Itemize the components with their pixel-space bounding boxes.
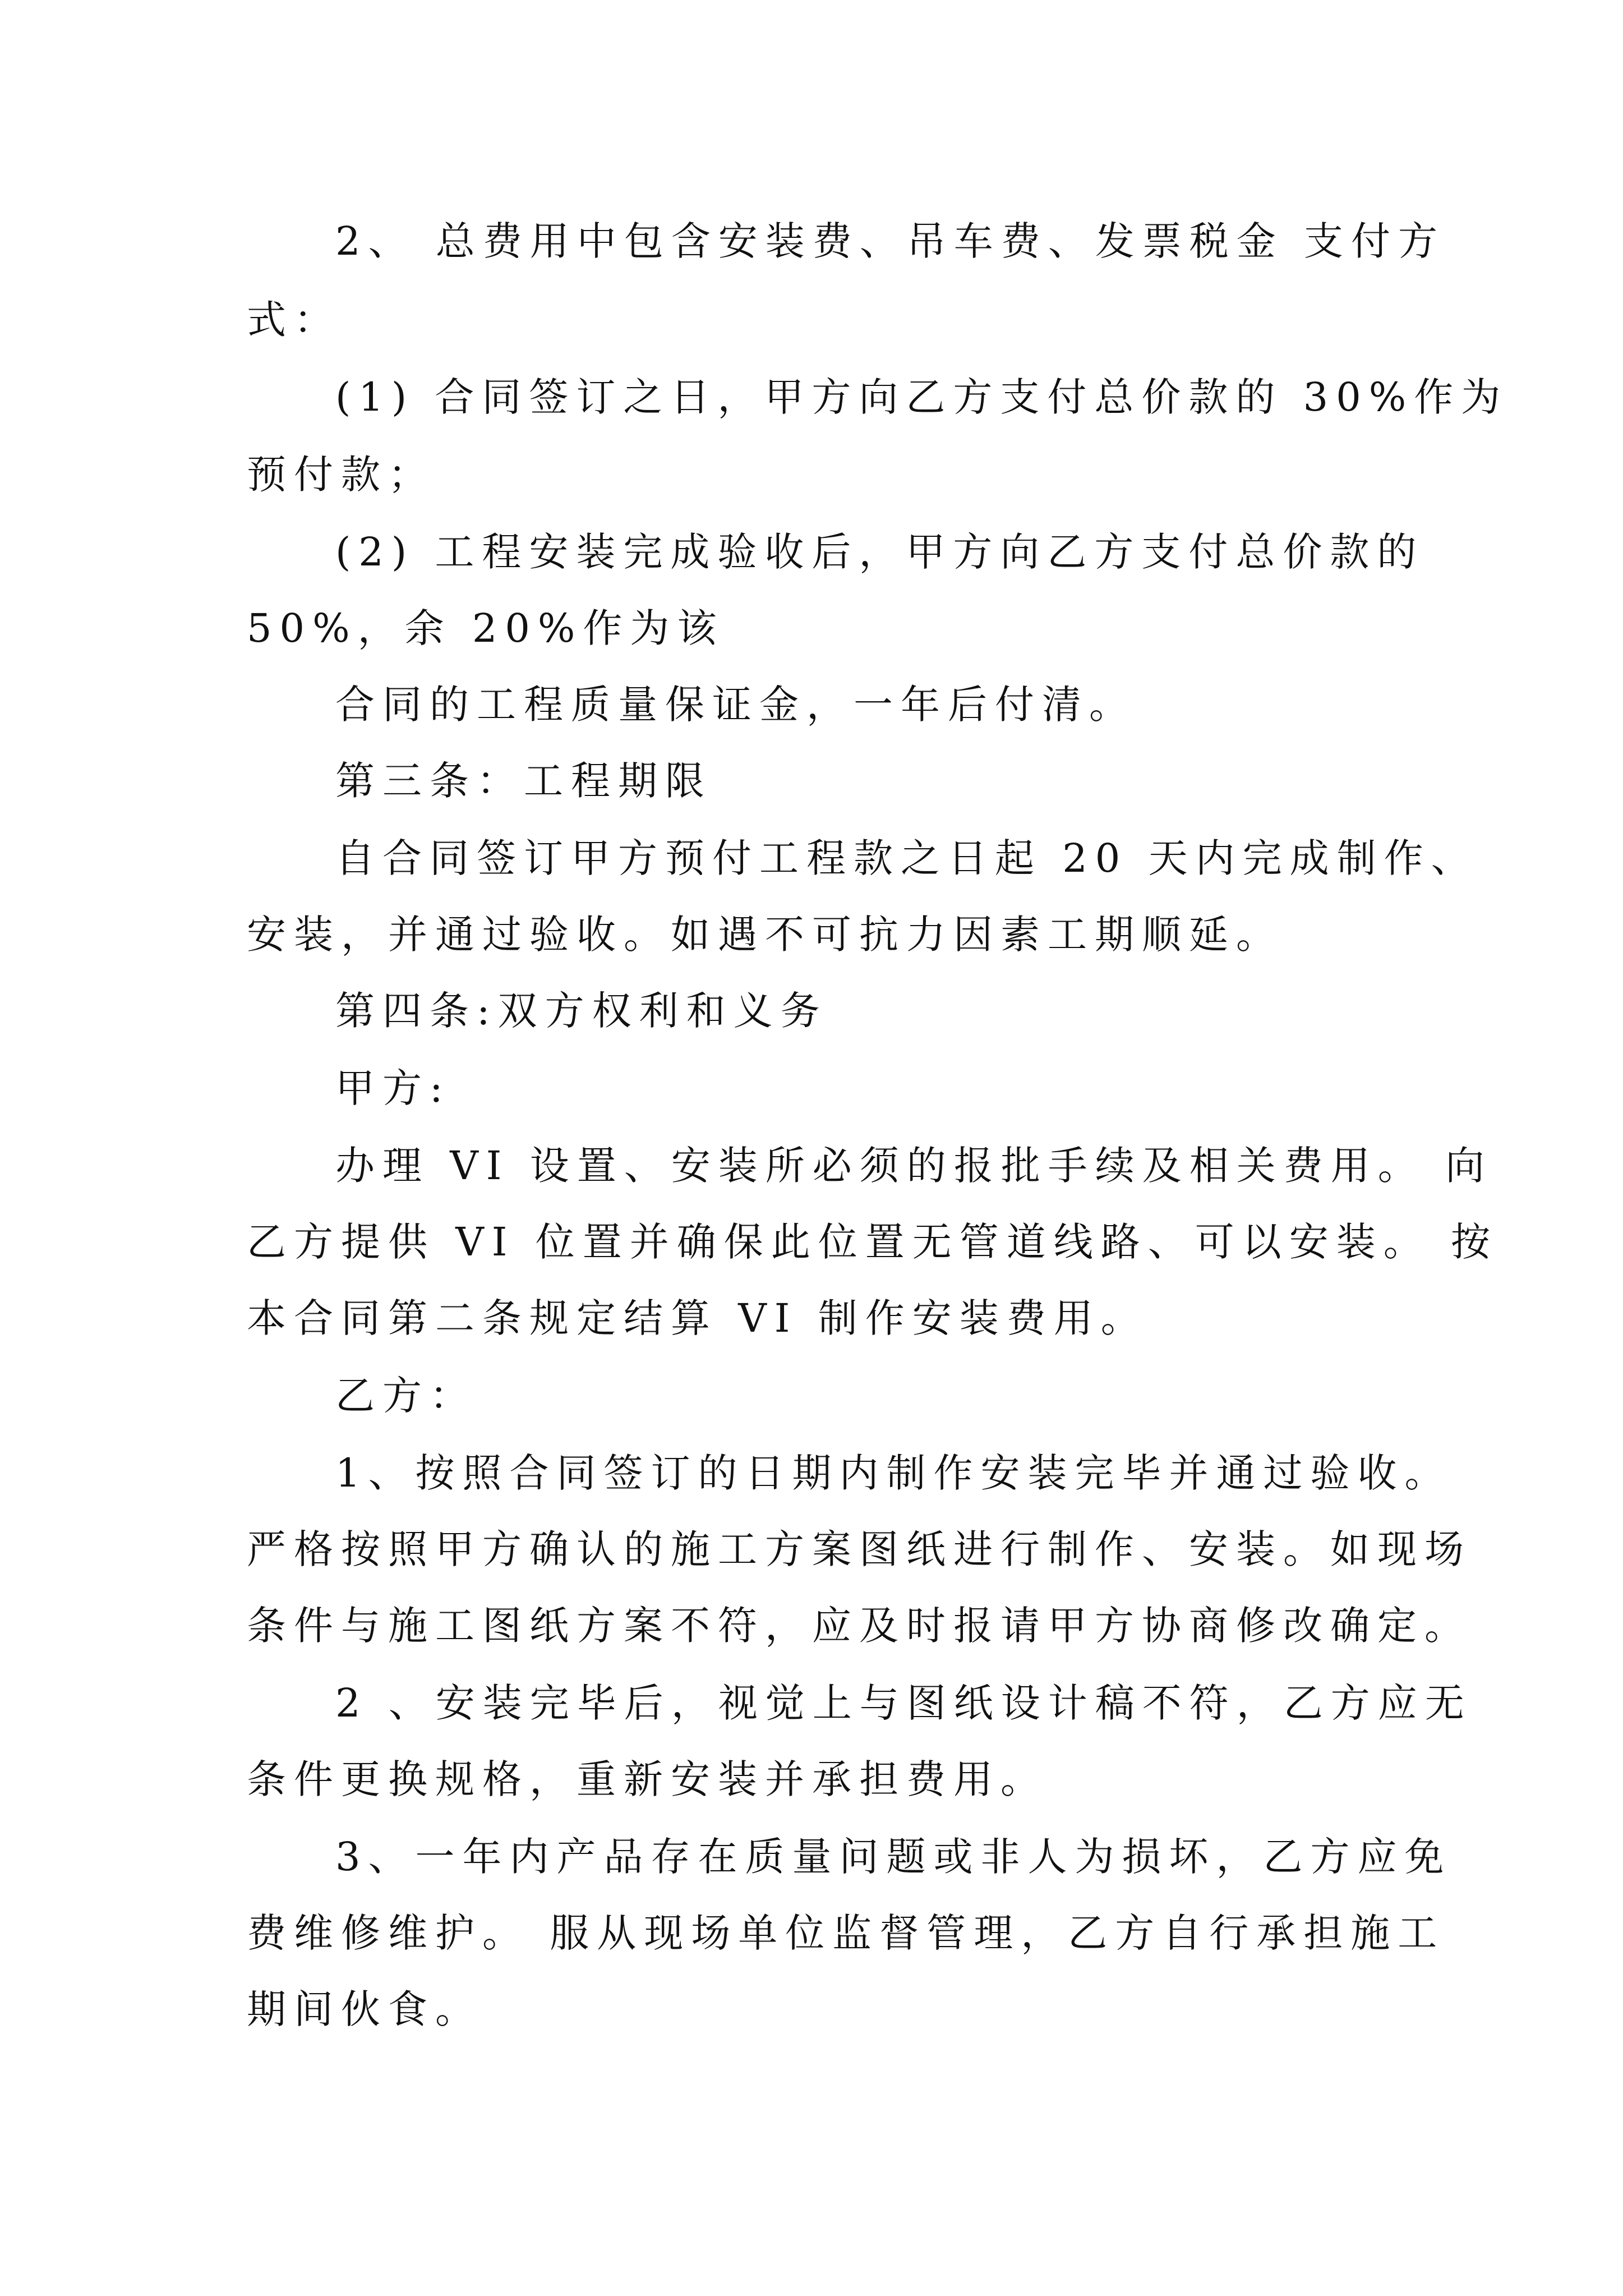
party-a-duties-line-3: 本合同第二条规定结算 VI 制作安装费用。 <box>247 1295 1148 1341</box>
party-b-duty-1-line-2: 严格按照甲方确认的施工方案图纸进行制作、安装。如现场 <box>247 1526 1472 1572</box>
party-a-heading: 甲方: <box>335 1065 451 1111</box>
article-three-heading: 第三条：工程期限 <box>335 758 712 804</box>
schedule-line-1: 自合同签订甲方预付工程款之日起 20 天内完成制作、 <box>335 835 1478 881</box>
prepayment-line-1: (1) 合同签订之日，甲方向乙方支付总价款的 30%作为 <box>335 374 1509 420</box>
party-b-duty-1-line-3: 条件与施工图纸方案不符，应及时报请甲方协商修改确定。 <box>247 1603 1472 1649</box>
party-b-duty-3-line-3: 期间伙食。 <box>247 1986 482 2032</box>
party-a-duties-line-1: 办理 VI 设置、安装所必须的报批手续及相关费用。 向 <box>335 1143 1492 1189</box>
payment-terms-line-1: 2、 总费用中包含安装费、吊车费、发票税金 支付方 <box>335 218 1446 264</box>
party-b-duty-2-line-1: 2 、安装完毕后，视觉上与图纸设计稿不符，乙方应无 <box>335 1680 1472 1726</box>
party-b-duty-2-line-2: 条件更换规格，重新安装并承担费用。 <box>247 1756 1048 1802</box>
article-four-heading: 第四条:双方权利和义务 <box>335 988 828 1034</box>
party-b-duty-1-line-1: 1、按照合同签订的日期内制作安装完毕并通过验收。 <box>335 1450 1452 1496</box>
quality-deposit-line: 合同的工程质量保证金，一年后付清。 <box>335 682 1136 728</box>
schedule-line-2: 安装，并通过验收。如遇不可抗力因素工期顺延。 <box>247 912 1283 958</box>
party-b-duty-3-line-2: 费维修维护。 服从现场单位监督管理，乙方自行承担施工 <box>247 1910 1445 1956</box>
party-b-duty-3-line-1: 3、一年内产品存在质量问题或非人为损坏，乙方应免 <box>335 1834 1452 1880</box>
acceptance-payment-line-1: (2) 工程安装完成验收后，甲方向乙方支付总价款的 <box>335 529 1424 575</box>
party-a-duties-line-2: 乙方提供 VI 位置并确保此位置无管道线路、可以安装。 按 <box>247 1219 1498 1265</box>
prepayment-line-2: 预付款； <box>247 452 435 498</box>
payment-terms-line-2: 式： <box>247 297 341 343</box>
acceptance-payment-line-2: 50%，余 20%作为该 <box>247 605 725 651</box>
party-b-heading: 乙方： <box>335 1373 477 1419</box>
